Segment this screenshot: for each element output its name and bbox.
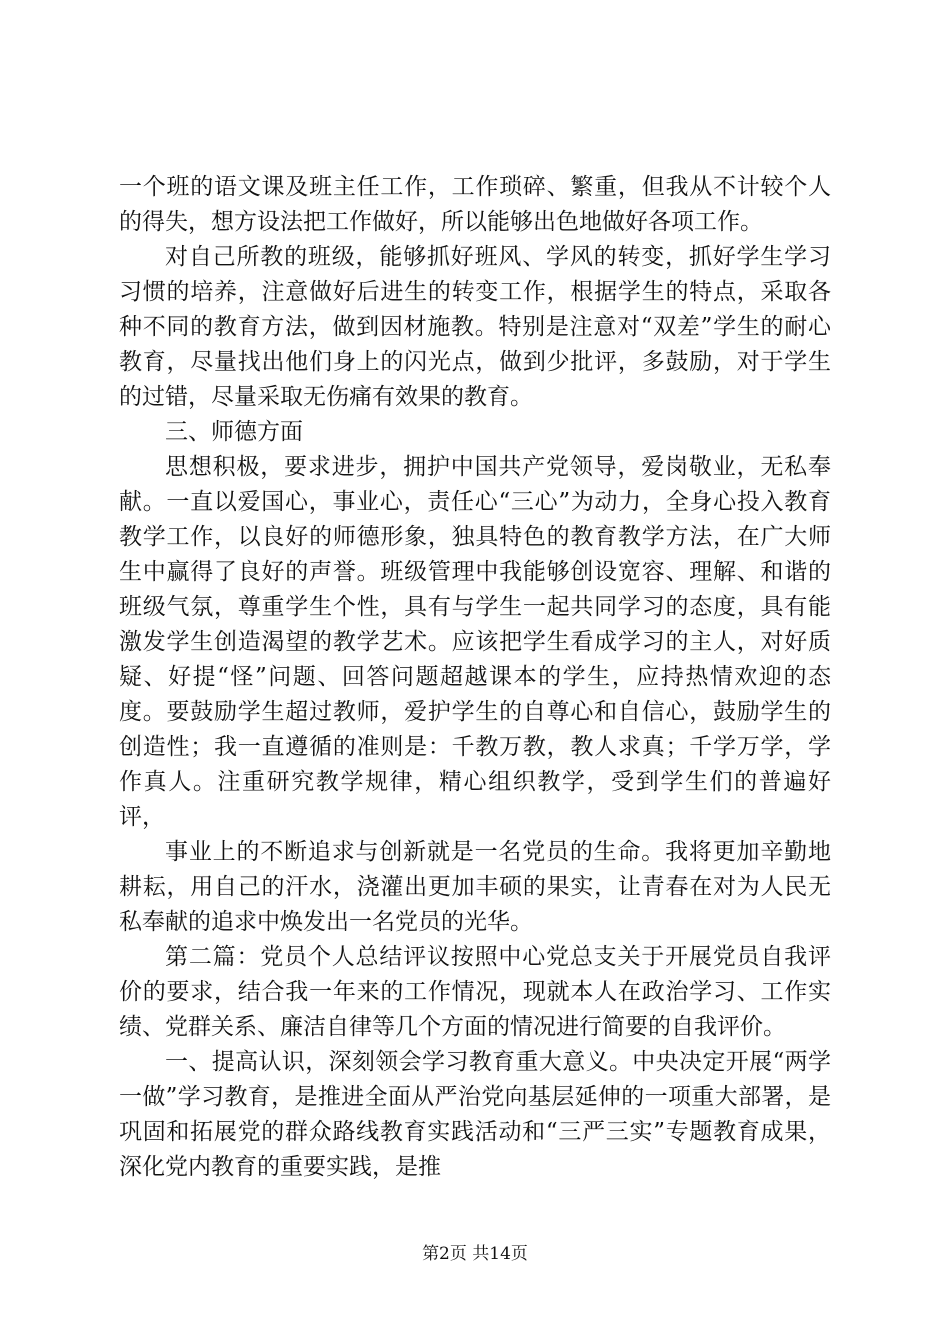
section-heading-ethics: 三、师德方面	[165, 419, 303, 445]
paragraph-2: 对自己所教的班级，能够抓好班风、学风的转变，抓好学生学习习惯的培养，注意做好后进生的转变工作，根据学生的特点，采取各种不同的教育方法，做到因材施教。特别是注意对“双差”学生的耐心教育，尽量找出他们身上的闪光点，做到少批评，多鼓励，对于学生的过错，尽量采取无伤痛有效果的教育。	[119, 244, 831, 410]
paragraph-1: 一个班的语文课及班主任工作，工作琐碎、繁重，但我从不计较个人的得失，想方设法把工作做好，所以能够出色地做好各项工作。	[119, 174, 831, 235]
paragraph-4: 事业上的不断追求与创新就是一名党员的生命。我将更加辛勤地耕耘，用自己的汗水，浇灌出更加丰硕的果实，让青春在对为人民无私奉献的追求中焕发出一名党员的光华。	[119, 839, 831, 935]
paragraph-6: 一、提高认识，深刻领会学习教育重大意义。中央决定开展“两学一做”学习教育，是推进全面从严治党向基层延伸的一项重大部署，是巩固和拓展党的群众路线教育实践活动和“三严三实”专题教育成果，深化党内教育的重要实践，是推	[119, 1049, 831, 1180]
page-number-footer: 第2页 共14页	[422, 1244, 528, 1264]
paragraph-3: 思想积极，要求进步，拥护中国共产党领导，爱岗敬业，无私奉献。一直以爱国心，事业心，责任心“三心”为动力，全身心投入教育教学工作，以良好的师德形象，独具特色的教育教学方法，在广大师生中赢得了良好的声誉。班级管理中我能够创设宽容、理解、和谐的班级气氛，尊重学生个性，具有与学生一起共同学习的态度，具有能激发学生创造渴望的教学艺术。应该把学生看成学习的主人，对好质疑、好提“怪”问题、回答问题超越课本的学生，应持热情欢迎的态度。要鼓励学生超过教师，爱护学生的自尊心和自信心，鼓励学生的创造性；我一直遵循的准则是：千教万教，教人求真；千学万学，学作真人。注重研究教学规律，精心组织教学，受到学生们的普遍好评，	[119, 454, 831, 830]
document-body	[119, 170, 831, 1185]
paragraph-5: 第二篇：党员个人总结评议按照中心党总支关于开展党员自我评价的要求，结合我一年来的工作情况，现就本人在政治学习、工作实绩、党群关系、廉洁自律等几个方面的情况进行简要的自我评价。	[119, 944, 831, 1040]
